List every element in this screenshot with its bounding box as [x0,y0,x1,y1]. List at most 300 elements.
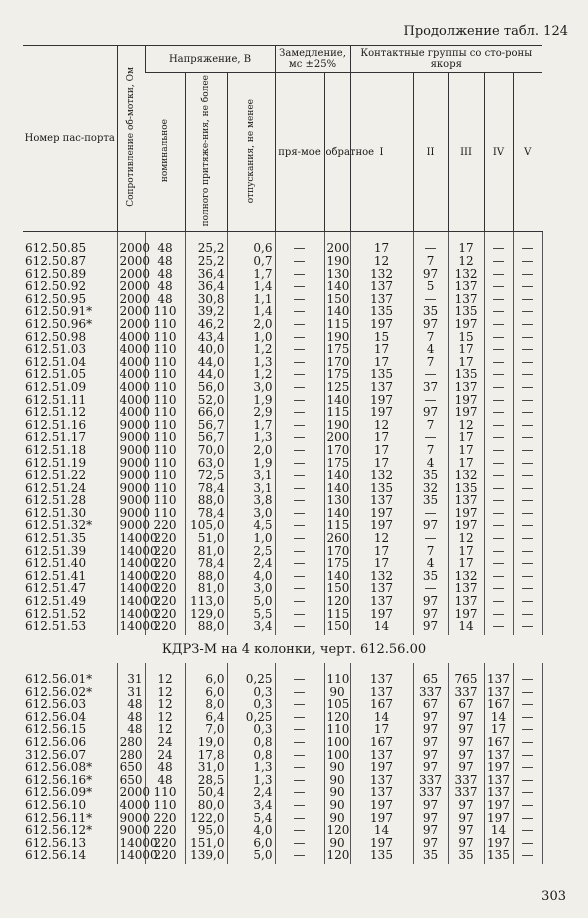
header-group-2: II [413,73,448,232]
table-cell: 130 [324,268,350,281]
table-cell: — [413,368,448,381]
table-cell: 1,9 [227,457,275,470]
table-body-1 [23,232,569,635]
table-cell-spacer [542,368,569,381]
table-cell: 65 [413,663,448,686]
table-cell: 48 [145,268,185,281]
table-cell: 110 [145,469,185,482]
table-cell-spacer [542,494,569,507]
table-cell: 12 [145,723,185,736]
table-cell-spacer [542,232,569,255]
table-cell: 197 [350,394,413,407]
table-cell: 3,4 [227,620,275,635]
table-cell: 612.51.18 [25,442,87,457]
header-delay: Замедление, мс ±25% [275,46,350,73]
table-cell: 1,2 [227,368,275,381]
table-cell: 612.50.91* [25,304,93,319]
table-cell: 220 [145,582,185,595]
table-cell: — [513,457,542,470]
table-cell: 2000 [117,318,145,331]
table-cell: — [275,232,324,255]
table-cell: — [275,482,324,495]
table-cell: 24 [145,736,185,749]
table-cell: 97 [448,749,484,762]
table-cell: 280 [117,736,145,749]
table-row [23,469,569,482]
table-cell: 1,4 [227,305,275,318]
table-cell-spacer [542,457,569,470]
table-cell: 48 [145,761,185,774]
table-cell-spacer [542,799,569,812]
table-cell: — [275,368,324,381]
table-cell: 167 [484,736,513,749]
table-cell: 110 [145,406,185,419]
table-cell-spacer [542,620,569,635]
table-cell: 110 [145,394,185,407]
table-cell: 1,7 [227,419,275,432]
table-cell: 220 [145,812,185,825]
table-cell: 3,1 [227,482,275,495]
table-cell: 0,3 [227,723,275,736]
table-cell: — [275,736,324,749]
table-cell: 14000 [117,837,145,850]
table-cell: 1,0 [227,532,275,545]
table-cell: 612.51.05 [25,367,87,382]
table-cell: 650 [117,774,145,787]
table-cell: 97 [413,519,448,532]
table-cell: 650 [117,761,145,774]
table-cell: 12 [448,255,484,268]
table-cell: — [513,686,542,699]
table-cell: 14 [448,620,484,635]
table-cell: — [413,293,448,306]
table-cell: 9000 [117,431,145,444]
table-cell: 137 [448,293,484,306]
table-cell-spacer [542,608,569,621]
table-cell: — [513,849,542,864]
header-group-1: I [350,73,413,232]
table-cell: 125 [324,381,350,394]
table-cell: 39,2 [185,305,227,318]
table-cell: 612.51.22 [25,468,87,483]
table-cell: — [275,356,324,369]
table-cell: — [513,419,542,432]
table-cell: 110 [145,368,185,381]
table-cell: — [484,557,513,570]
table-cell: 197 [350,812,413,825]
table-cell: 140 [324,482,350,495]
table-cell: 19,0 [185,736,227,749]
table-cell: 14000 [117,608,145,621]
table-cell: 175 [324,457,350,470]
table-cell: — [513,620,542,635]
table-cell: 4 [413,343,448,356]
table-cell: 170 [324,356,350,369]
table-cell: 97 [413,749,448,762]
table-cell: 129,0 [185,608,227,621]
table-cell: 14000 [117,620,145,635]
table-cell: 56,7 [185,431,227,444]
table-cell: 612.56.12* [25,823,93,838]
table-cell: 90 [324,799,350,812]
table-cell: 4 [413,557,448,570]
table-cell: — [275,570,324,583]
table-cell: 48 [145,255,185,268]
table-cell: 97 [448,711,484,724]
table-cell: 1,3 [227,774,275,787]
table-cell: — [413,232,448,255]
table-cell-spacer [542,837,569,850]
table-cell: 100 [324,736,350,749]
table-cell: 197 [448,406,484,419]
table-cell: 220 [145,545,185,558]
table-cell: 4,5 [227,519,275,532]
table-cell: 137 [448,595,484,608]
table-cell: 612.51.49 [25,594,87,609]
table-cell: 137 [350,749,413,762]
table-cell: 5 [413,280,448,293]
table-cell: 190 [324,255,350,268]
table-cell: 110 [145,343,185,356]
table-cell: 9000 [117,824,145,837]
table-cell: 612.51.41 [25,568,87,583]
table-cell: 612.51.24 [25,480,87,495]
table-cell: 197 [448,394,484,407]
table-cell: 5,0 [227,849,275,864]
table-cell: 17 [448,557,484,570]
table-cell: 2,0 [227,444,275,457]
table-cell: 110 [145,444,185,457]
table-cell: 97 [448,723,484,736]
table-cell: 0,3 [227,686,275,699]
relay-table-kdrz [23,663,569,864]
table-cell: 97 [413,723,448,736]
table-cell: — [413,431,448,444]
table-cell: 3,0 [227,507,275,520]
table-cell: 612.56.03 [25,697,87,712]
table-cell: 35 [413,570,448,583]
table-cell: 17 [350,343,413,356]
table-cell: 110 [145,494,185,507]
table-cell: 90 [324,786,350,799]
table-cell: 97 [448,837,484,850]
table-cell: — [513,519,542,532]
table-cell-spacer [542,786,569,799]
table-cell: — [513,532,542,545]
table-cell: 140 [324,394,350,407]
table-cell: 36,4 [185,280,227,293]
table-cell: 337 [413,774,448,787]
table-cell: — [513,774,542,787]
table-cell: 17 [350,557,413,570]
table-cell: — [513,494,542,507]
table-cell: — [275,608,324,621]
table-cell: 56,7 [185,419,227,432]
table-cell: 9000 [117,457,145,470]
table-cell: 140 [324,305,350,318]
table-cell: 3,0 [227,381,275,394]
table-cell: 97 [413,824,448,837]
table-cell: 115 [324,519,350,532]
table-cell: 14000 [117,582,145,595]
table-cell: 4000 [117,799,145,812]
table-cell: 78,4 [185,557,227,570]
table-cell: 37 [413,381,448,394]
table-cell: 67 [413,698,448,711]
table-cell: 2000 [117,268,145,281]
table-cell: — [275,545,324,558]
table-cell: 197 [484,761,513,774]
table-cell: 197 [484,812,513,825]
table-cell: 197 [350,507,413,520]
header-release: отпускания, не менее [227,73,275,232]
table-cell: 120 [324,595,350,608]
table-cell-spacer [542,406,569,419]
table-cell: 190 [324,419,350,432]
table-cell: — [275,749,324,762]
table-cell: 2000 [117,255,145,268]
table-cell: 190 [324,331,350,344]
table-cell: 4000 [117,381,145,394]
table-cell: 88,0 [185,494,227,507]
table-cell-spacer [542,582,569,595]
table-cell-spacer [542,343,569,356]
table-cell: — [484,532,513,545]
table-cell: 337 [448,774,484,787]
table-cell: 337 [448,786,484,799]
table-cell: 14000 [117,545,145,558]
table-cell: 17 [448,232,484,255]
table-cell: 0,8 [227,749,275,762]
table-cell: 612.56.04 [25,709,87,724]
table-cell-spacer [542,268,569,281]
table-row [23,849,569,864]
table-cell: 132 [448,268,484,281]
table-cell: 132 [350,469,413,482]
table-cell-spacer [542,356,569,369]
table-cell-spacer [542,698,569,711]
table-cell: 97 [413,620,448,635]
table-cell: — [413,532,448,545]
table-cell: 97 [413,268,448,281]
table-cell: 197 [484,799,513,812]
table-cell: 88,0 [185,570,227,583]
table-cell-spacer [542,293,569,306]
table-cell: 66,0 [185,406,227,419]
table-cell: 220 [145,557,185,570]
table-cell: 137 [350,280,413,293]
table-cell: 12 [145,686,185,699]
table-cell: 17 [350,431,413,444]
table-cell: 2,4 [227,557,275,570]
table-cell: 220 [145,595,185,608]
table-cell: 3,1 [227,469,275,482]
table-cell-spacer [542,381,569,394]
table-cell: — [513,232,542,255]
table-cell: — [484,457,513,470]
table-cell: 44,0 [185,356,227,369]
table-cell: — [513,431,542,444]
table-cell: 132 [448,570,484,583]
table-cell: 612.51.09 [25,379,87,394]
table-cell: 17 [350,457,413,470]
table-cell: 105,0 [185,519,227,532]
table-row [23,232,569,255]
table-cell: 197 [350,519,413,532]
table-cell: 12 [350,419,413,432]
table-cell: 1,7 [227,268,275,281]
table-cell: — [275,786,324,799]
page-number: 303 [541,889,566,904]
table-cell: 0,25 [227,711,275,724]
table-cell: 88,0 [185,620,227,635]
table-cell: — [275,381,324,394]
table-cell: 612.51.39 [25,543,87,558]
table-cell: 110 [324,723,350,736]
table-cell: 113,0 [185,595,227,608]
section-subtitle: КДРЗ-М на 4 колонки, черт. 612.56.00 [161,642,427,657]
table-cell: 612.50.87 [25,254,87,268]
table-cell: 12 [350,255,413,268]
table-cell-spacer [542,507,569,520]
table-cell: 97 [413,595,448,608]
table-row [23,557,569,570]
table-cell: 4000 [117,394,145,407]
table-cell: 14 [350,824,413,837]
table-cell: 139,0 [185,849,227,864]
table-cell-spacer [542,570,569,583]
table-cell: — [275,595,324,608]
table-cell: 105 [324,698,350,711]
table-cell: 150 [324,620,350,635]
table-cell: 9000 [117,812,145,825]
table-cell: 612.50.89 [25,266,87,281]
table-cell-spacer [542,736,569,749]
table-cell: — [484,356,513,369]
table-cell: — [275,519,324,532]
table-row [23,444,569,457]
table-cell: 612.51.35 [25,531,87,546]
table-cell: 150 [324,293,350,306]
table-cell: 197 [448,519,484,532]
table-cell: 110 [145,356,185,369]
table-cell: 14000 [117,557,145,570]
table-cell: 4000 [117,406,145,419]
table-cell: 9000 [117,519,145,532]
table-cell: — [513,406,542,419]
table-cell: 9000 [117,494,145,507]
table-cell: 31,0 [185,761,227,774]
table-cell: 17 [448,431,484,444]
table-cell: — [275,799,324,812]
table-cell: — [275,343,324,356]
table-cell: — [413,507,448,520]
table-cell: — [513,582,542,595]
table-cell: 197 [350,761,413,774]
table-cell: — [275,761,324,774]
table-cell: — [513,368,542,381]
table-cell: 7 [413,331,448,344]
table-cell: 612.51.53 [25,619,87,634]
header-reverse: обратное [324,73,350,232]
table-cell: 220 [145,532,185,545]
table-cell: 197 [350,406,413,419]
table-row [23,381,569,394]
table-cell: 35 [413,469,448,482]
table-cell: 110 [145,381,185,394]
table-cell: 32 [413,482,448,495]
table-cell: — [275,698,324,711]
relay-table [23,45,569,635]
table-cell: 140 [324,469,350,482]
table-cell: 36,4 [185,268,227,281]
table-cell: 220 [145,570,185,583]
table-cell: — [484,519,513,532]
table-cell: 9000 [117,469,145,482]
table-cell: — [275,469,324,482]
table-cell: 25,2 [185,232,227,255]
table-cell: 175 [324,343,350,356]
table-cell: 220 [145,824,185,837]
table-cell: 612.56.02* [25,684,93,699]
table-cell-spacer [542,557,569,570]
table-cell: 612.51.32* [25,518,93,533]
table-cell: 80,0 [185,799,227,812]
table-cell: — [513,507,542,520]
table-cell: — [484,343,513,356]
table-cell: 137 [350,293,413,306]
table-cell: — [484,419,513,432]
table-cell: — [513,255,542,268]
table-cell: 2,0 [227,318,275,331]
table-cell: 612.51.03 [25,342,87,357]
table-cell: — [275,532,324,545]
table-cell: 14 [484,824,513,837]
table-cell-spacer [542,280,569,293]
table-cell: 81,0 [185,545,227,558]
table-cell: 5,4 [227,812,275,825]
table-cell: 78,4 [185,482,227,495]
header-contacts: Контактные группы со сто-роны якоря [350,46,542,73]
table-cell: 12 [350,532,413,545]
table-cell: 1,4 [227,280,275,293]
table-cell: 81,0 [185,582,227,595]
header-group-3: III [448,73,484,232]
table-cell: 4 [413,457,448,470]
table-cell: 51,0 [185,532,227,545]
table-cell: 12 [448,532,484,545]
table-cell: 17 [350,356,413,369]
table-body-2 [23,663,569,864]
table-cell: 167 [350,736,413,749]
table-row [23,343,569,356]
table-cell: 337 [413,686,448,699]
table-cell: 100 [324,749,350,762]
table-cell: — [484,331,513,344]
table-cell: 110 [145,419,185,432]
table-cell: 3,0 [227,582,275,595]
table-cell: 4000 [117,331,145,344]
table-cell: — [275,255,324,268]
table-cell: 97 [413,837,448,850]
table-cell: — [513,331,542,344]
table-cell: 612.51.12 [25,405,87,420]
table-cell: — [275,582,324,595]
table-row [23,406,569,419]
table-cell: 220 [145,837,185,850]
table-cell: 612.56.08* [25,760,93,775]
table-cell: 2000 [117,280,145,293]
